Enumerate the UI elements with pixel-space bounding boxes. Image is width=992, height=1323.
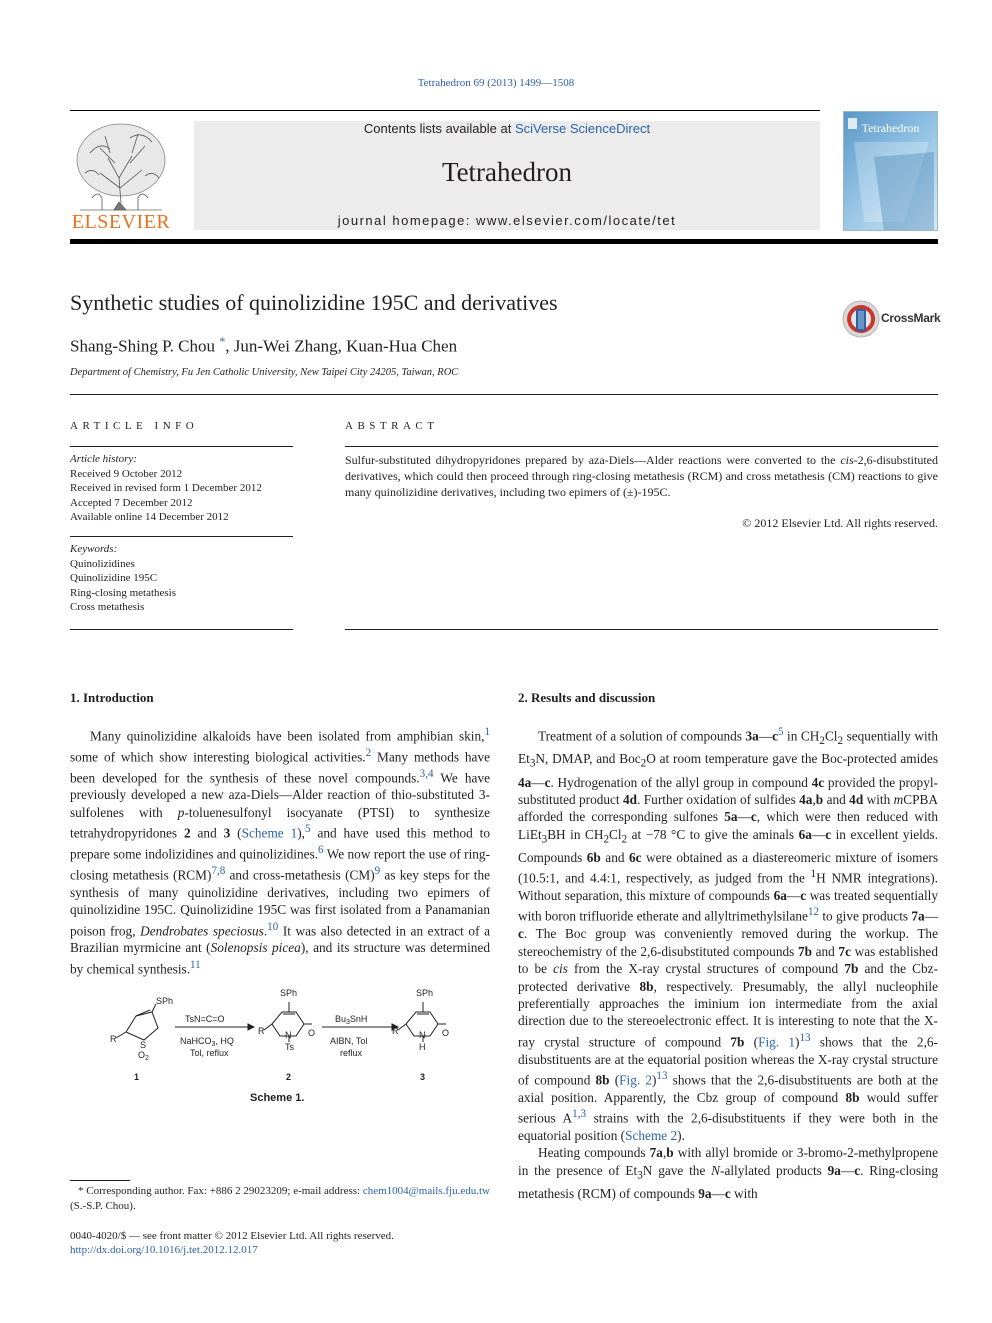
copyright: © 2012 Elsevier Ltd. All rights reserved.	[742, 516, 938, 530]
n-label: N	[419, 1030, 426, 1040]
history-item: Received in revised form 1 December 2012	[70, 482, 262, 494]
article-title: Synthetic studies of quinolizidine 195C and derivatives	[70, 290, 558, 315]
contents-prefix: Contents lists available at	[363, 121, 515, 136]
intro-paragraph: Many quinolizidine alkaloids have been isolated from amphibian skin,$^1$ some of which show interesting biological activities.$^2$ Many methods have been developed for the synthesis of these novel compounds.$^{3,4}$ We have previously developed a new aza-Diels—Alder reaction of thio-substituted 3-sulfolenes with p-toluenesulfonyl isocyanate (PTSI) to synthesize tetrahydropyridones 2 and 3 (Scheme 1),$^5$ and have used this method to prepare some indolizidines and quinolizidines.$^6$ We now report the use of ring-closing metathesis (RCM)$^{7,8}$ and cross-metathesis (CM)$^9$ as key steps for the synthesis of many quinolizidine derivatives, including two epimers of quinolizidine 195C. Quinolizidine 195C was first isolated from a Panamanian poison frog, Dendrobates speciosus.$^{10}$ It was also detected in an extract of a Brazilian myrmicine ant (Solenopsis picea), and its structure was determined by chemical synthesis.$^{11}$	[70, 726, 490, 977]
issn-line: 0040-4020/$ — see front matter © 2012 Elsevier Ltd. All rights reserved.	[70, 1230, 394, 1242]
author-others: , Jun-Wei Zhang, Kuan-Hua Chen	[225, 336, 458, 356]
r-label: R	[110, 1034, 117, 1044]
keyword-item: Quinolizidines	[70, 557, 135, 570]
reagent-1-bottom-2: Tol, reflux	[190, 1048, 229, 1058]
o-label: O	[442, 1028, 450, 1038]
journal-header	[194, 121, 820, 230]
sph-label: SPh	[416, 988, 434, 998]
article-info-rule	[70, 446, 293, 447]
reagent-2-bottom-2: reflux	[340, 1048, 363, 1058]
keywords-heading: Keywords:	[70, 543, 118, 555]
abstract-label: ABSTRACT	[345, 420, 439, 432]
article-history	[70, 452, 262, 525]
journal-cover-image	[843, 111, 938, 231]
keyword-item: Ring-closing metathesis	[70, 586, 177, 599]
keyword-item: Quinolizidine 195C	[70, 572, 158, 584]
corresponding-author-footnote: * Corresponding author. Fax: +886 2 29023209; e-mail address: chem1004@mails.fju.edu.tw (S.-S.P. Chou).	[70, 1185, 490, 1212]
journal-homepage[interactable]: journal homepage: www.elsevier.com/locate/tet	[337, 213, 677, 228]
sph-label: SPh	[156, 996, 174, 1006]
s-label: S	[140, 1040, 147, 1050]
affiliation: Department of Chemistry, Fu Jen Catholic University, New Taipei City 24205, Taiwan, ROC	[70, 367, 459, 378]
cover-title: Tetrahedron	[861, 121, 920, 135]
h-label: H	[419, 1042, 426, 1052]
reagent-1-top: TsN=C=O	[185, 1014, 225, 1024]
abstract-rule	[345, 446, 938, 447]
results-heading: 2. Results and discussion	[518, 690, 656, 705]
header-top-rule	[70, 110, 820, 111]
contents-line	[194, 121, 820, 136]
r-label: R	[392, 1026, 399, 1036]
keyword-item: Cross metathesis	[70, 601, 145, 613]
author-email-link[interactable]: chem1004@mails.fju.edu.tw	[362, 1185, 490, 1197]
front-matter	[70, 1229, 394, 1257]
intro-heading: 1. Introduction	[70, 690, 154, 705]
keywords	[70, 542, 176, 615]
reagent-1-bottom: NaHCO$_3$, HQ	[180, 1036, 234, 1048]
journal-reference[interactable]: Tetrahedron 69 (2013) 1499—1508	[417, 77, 575, 89]
history-item: Accepted 7 December 2012	[70, 496, 193, 509]
doi-link[interactable]: http://dx.doi.org/10.1016/j.tet.2012.12.017	[70, 1244, 258, 1256]
o2-label: $O_2$	[138, 1050, 149, 1062]
scheme-caption: Scheme 1.	[250, 1092, 305, 1104]
crossmark-icon[interactable]	[841, 299, 881, 339]
article-info-label: ARTICLE INFO	[70, 420, 199, 432]
sph-label: SPh	[280, 988, 298, 998]
r-label: R	[258, 1026, 265, 1036]
reagent-2-bottom: AIBN, Tol	[330, 1036, 368, 1046]
footnote-rule	[70, 1180, 130, 1181]
history-item: Received 9 October 2012	[70, 467, 183, 480]
author-list	[70, 334, 457, 357]
divider-rule	[70, 394, 938, 395]
crossmark-label[interactable]: CrossMark	[881, 311, 941, 325]
o-label: O	[308, 1028, 316, 1038]
publisher-wordmark: ELSEVIER	[71, 211, 171, 233]
header-thick-rule	[70, 239, 938, 244]
corresponding-author-mark[interactable]: *	[219, 334, 226, 348]
history-item: Available online 14 December 2012	[70, 511, 229, 523]
abstract-bottom-rule	[345, 629, 938, 630]
author-corresponding: Shang-Shing P. Chou	[70, 336, 215, 356]
history-heading: Article history:	[70, 453, 137, 465]
keywords-rule	[70, 536, 293, 537]
results-paragraph: Treatment of a solution of compounds $3a—c^5$ in $CH_2Cl_2$ sequentially with $Et_3N$, DMAP, and Boc$_2$O at room temperature gave the Boc-protected amides 4a—c. Hydrogenation of the allyl group in compound 4c provided the propyl-substituted product 4d. Further oxidation of sulfides 4a,b and 4d with mCPBA afforded the corresponding sulfones 5a—c, which were then reduced with LiEt$_3$BH in $CH_2Cl_2$ at −78 °C to give the aminals 6a—c in excellent yields. Compounds 6b and 6c were obtained as a diastereomeric mixture of isomers (10.5:1, and 4.4:1, respectively, as judged from the $^1$H NMR integrations). Without separation, this mixture of compounds 6a—c was treated sequentially with boron trifluoride etherate and allyltrimethylsilane$^{12}$ to give products 7a—c. The Boc group was conveniently removed during the workup. The stereochemistry of the 2,6-disubstituted compounds 7b and 7c was established to be cis from the X-ray crystal structures of compound 7b and the Cbz-protected derivative 8b, respectively. Presumably, the allyl nucleophile preferentially approaches the iminium ion intermediate from the axial direction due to the stereoelectronic effect. It is interesting to note that the X-ray crystal structure of compound 7b (Fig. 1)$^{13}$ shows that the 2,6-disubstituents are at the equatorial position whereas the X-ray crystal structure of compound 8b (Fig. 2)$^{13}$ shows that the 2,6-disubstituents are both at the axial position. Apparently, the Cbz group of compound 8b would suffer serious A$^{1,3}$ strains with the 2,6-disubstituents if they were both in the equatorial position (Scheme 2). Heating compounds 7a,b with allyl bromide or 3-bromo-2-methylpropene in the presence of $Et_3N$ gave the N-allylated products 9a—c. Ring-closing metathesis (RCM) of compounds 9a—c with	[518, 726, 939, 1201]
journal-name: Tetrahedron	[441, 157, 573, 187]
compound-3-label: 3	[420, 1072, 426, 1082]
abstract-text: Sulfur-substituted dihydropyridones prepared by aza-Diels—Alder reactions were converted to the cis-2,6-disubstituted derivatives, which could then proceed through ring-closing metathesis (RCM) and cross metathesis (CM) reactions to give many quinolizidine derivatives, including two epimers of (±)-195C.	[345, 453, 938, 499]
info-bottom-rule	[70, 629, 293, 630]
scheme-1-diagram	[100, 982, 460, 1102]
footnote-mark: *	[78, 1185, 84, 1197]
compound-1-label: 1	[134, 1072, 140, 1082]
compound-2-label: 2	[286, 1072, 292, 1082]
reagent-2-top: $Bu_3SnH$	[335, 1014, 368, 1026]
n-label: N	[285, 1030, 292, 1040]
sciencedirect-link[interactable]: SciVerse ScienceDirect	[514, 121, 651, 136]
ts-label: Ts	[285, 1042, 294, 1052]
